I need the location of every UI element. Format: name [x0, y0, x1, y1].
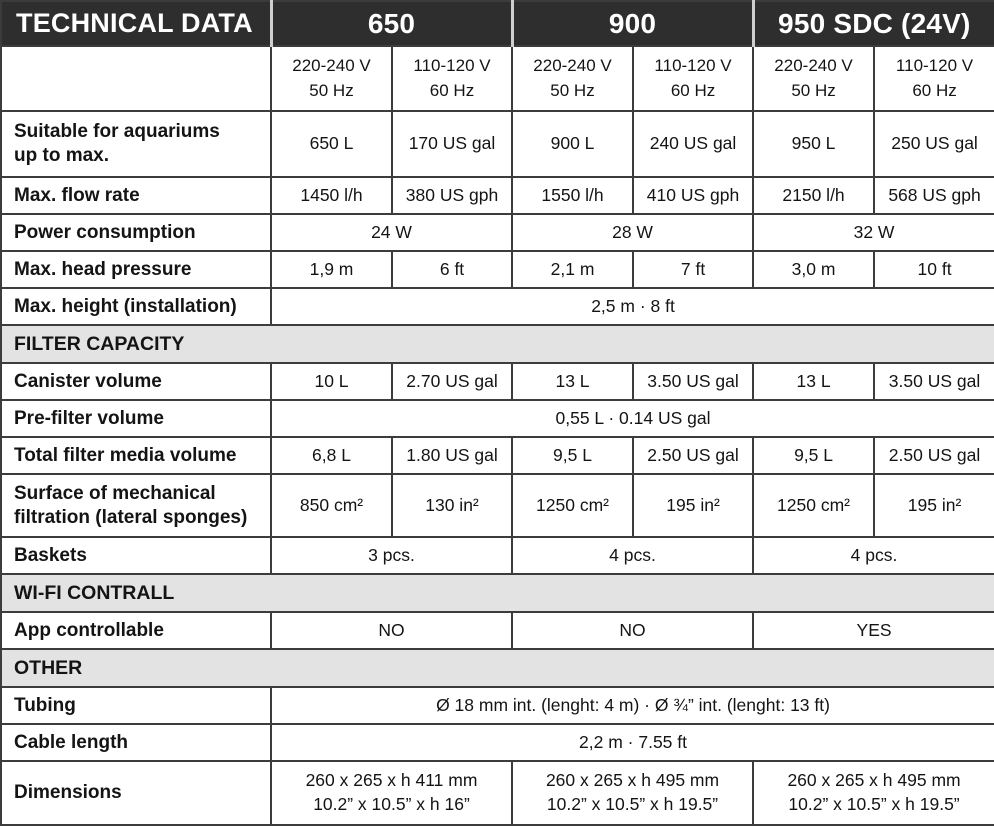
value-cell: 410 US gph	[633, 177, 753, 214]
value-cell: 3,0 m	[753, 251, 874, 288]
value-cell: 32 W	[753, 214, 994, 251]
voltage-header-row	[1, 46, 994, 111]
value-cell: 260 x 265 x h 495 mm 10.2” x 10.5” x h 19.5”	[753, 761, 994, 825]
value-cell: 28 W	[512, 214, 753, 251]
value-cell: YES	[753, 612, 994, 649]
value-cell: 10 ft	[874, 251, 994, 288]
value-cell: 260 x 265 x h 495 mm 10.2” x 10.5” x h 19.5”	[512, 761, 753, 825]
value-cell: 1,9 m	[271, 251, 392, 288]
row-max-head-pressure	[1, 251, 994, 288]
row-label: Power consumption	[1, 214, 271, 251]
row-suitable-for-aquariums	[1, 111, 994, 177]
model-header-900: 900	[512, 1, 753, 46]
value-cell: NO	[512, 612, 753, 649]
value-cell: 9,5 L	[512, 437, 633, 474]
value-cell: 6,8 L	[271, 437, 392, 474]
section-title: OTHER	[1, 649, 994, 687]
value-cell: 4 pcs.	[753, 537, 994, 574]
row-label: Max. flow rate	[1, 177, 271, 214]
row-app-controllable	[1, 612, 994, 649]
value-cell: 130 in²	[392, 474, 512, 537]
value-cell: 2,5 m · 8 ft	[271, 288, 994, 325]
row-surface-mechanical-filtration	[1, 474, 994, 537]
value-cell: 1250 cm²	[753, 474, 874, 537]
value-cell: 9,5 L	[753, 437, 874, 474]
voltage-col-900-50hz: 220-240 V 50 Hz	[512, 46, 633, 111]
value-cell: 240 US gal	[633, 111, 753, 177]
value-cell: 250 US gal	[874, 111, 994, 177]
row-label: Baskets	[1, 537, 271, 574]
value-cell: 10 L	[271, 363, 392, 400]
voltage-col-650-50hz: 220-240 V 50 Hz	[271, 46, 392, 111]
value-cell: Ø 18 mm int. (lenght: 4 m) · Ø ¾” int. (lenght: 13 ft)	[271, 687, 994, 724]
value-cell: 24 W	[271, 214, 512, 251]
voltage-header-spacer	[1, 46, 271, 111]
value-cell: 2.50 US gal	[633, 437, 753, 474]
row-dimensions	[1, 761, 994, 825]
row-label: Dimensions	[1, 761, 271, 825]
table-header-row	[1, 1, 994, 46]
value-cell: 7 ft	[633, 251, 753, 288]
row-pre-filter-volume	[1, 400, 994, 437]
row-canister-volume	[1, 363, 994, 400]
value-cell: 260 x 265 x h 411 mm 10.2” x 10.5” x h 16”	[271, 761, 512, 825]
table-title: TECHNICAL DATA	[1, 1, 271, 46]
value-cell: 380 US gph	[392, 177, 512, 214]
value-cell: 4 pcs.	[512, 537, 753, 574]
row-label: Total filter media volume	[1, 437, 271, 474]
row-baskets	[1, 537, 994, 574]
row-max-height-installation	[1, 288, 994, 325]
section-title: FILTER CAPACITY	[1, 325, 994, 363]
row-label: Max. height (installation)	[1, 288, 271, 325]
value-cell: 900 L	[512, 111, 633, 177]
row-label: Pre-filter volume	[1, 400, 271, 437]
value-cell: 850 cm²	[271, 474, 392, 537]
value-cell: 13 L	[512, 363, 633, 400]
value-cell: 3.50 US gal	[633, 363, 753, 400]
row-label: Surface of mechanical filtration (lateral sponges)	[1, 474, 271, 537]
row-label: Tubing	[1, 687, 271, 724]
row-label: App controllable	[1, 612, 271, 649]
value-cell: 13 L	[753, 363, 874, 400]
value-cell: 195 in²	[633, 474, 753, 537]
section-filter-capacity	[1, 325, 994, 363]
value-cell: 3 pcs.	[271, 537, 512, 574]
value-cell: 2150 l/h	[753, 177, 874, 214]
value-cell: 2.50 US gal	[874, 437, 994, 474]
value-cell: 1450 l/h	[271, 177, 392, 214]
value-cell: 195 in²	[874, 474, 994, 537]
row-power-consumption	[1, 214, 994, 251]
model-header-650: 650	[271, 1, 512, 46]
value-cell: 2,1 m	[512, 251, 633, 288]
row-label: Max. head pressure	[1, 251, 271, 288]
row-label: Canister volume	[1, 363, 271, 400]
row-total-filter-media-volume	[1, 437, 994, 474]
value-cell: 1.80 US gal	[392, 437, 512, 474]
value-cell: 0,55 L · 0.14 US gal	[271, 400, 994, 437]
value-cell: 650 L	[271, 111, 392, 177]
section-title: WI-FI CONTRALL	[1, 574, 994, 612]
row-cable-length	[1, 724, 994, 761]
value-cell: NO	[271, 612, 512, 649]
section-other	[1, 649, 994, 687]
value-cell: 2.70 US gal	[392, 363, 512, 400]
voltage-col-950-50hz: 220-240 V 50 Hz	[753, 46, 874, 111]
value-cell: 950 L	[753, 111, 874, 177]
value-cell: 3.50 US gal	[874, 363, 994, 400]
model-header-950sdc: 950 SDC (24V)	[753, 1, 994, 46]
voltage-col-650-60hz: 110-120 V 60 Hz	[392, 46, 512, 111]
row-tubing	[1, 687, 994, 724]
value-cell: 170 US gal	[392, 111, 512, 177]
value-cell: 2,2 m · 7.55 ft	[271, 724, 994, 761]
row-label: Cable length	[1, 724, 271, 761]
voltage-col-900-60hz: 110-120 V 60 Hz	[633, 46, 753, 111]
value-cell: 568 US gph	[874, 177, 994, 214]
row-label: Suitable for aquariums up to max.	[1, 111, 271, 177]
voltage-col-950-60hz: 110-120 V 60 Hz	[874, 46, 994, 111]
value-cell: 1250 cm²	[512, 474, 633, 537]
row-max-flow-rate	[1, 177, 994, 214]
section-wifi-controll	[1, 574, 994, 612]
value-cell: 6 ft	[392, 251, 512, 288]
value-cell: 1550 l/h	[512, 177, 633, 214]
